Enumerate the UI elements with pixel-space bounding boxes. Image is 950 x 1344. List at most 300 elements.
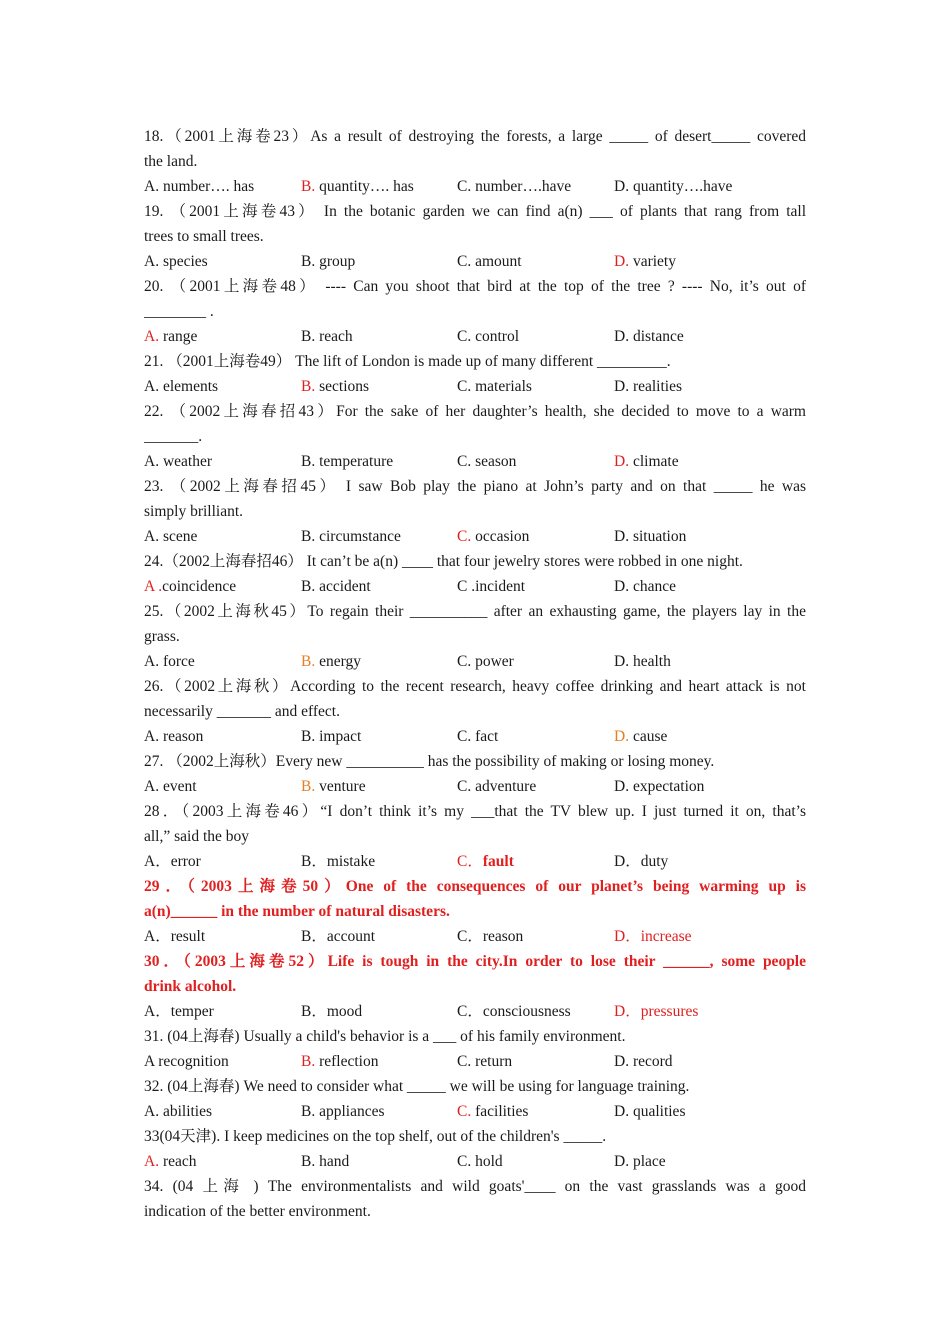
option-key: A	[144, 328, 156, 345]
option-b	[301, 724, 361, 749]
option-a	[144, 649, 195, 674]
option-key: A	[144, 653, 156, 670]
option-separator: .	[311, 653, 320, 670]
question-stem-continuation: drink alcohol.	[144, 978, 237, 995]
option-key: A	[144, 778, 156, 795]
option-text: climate	[632, 453, 679, 470]
option-d	[614, 924, 692, 949]
option-separator: ．	[311, 928, 327, 945]
option-text: account	[326, 928, 376, 945]
option-separator: .	[625, 653, 633, 670]
option-b	[301, 374, 369, 399]
option-b	[301, 524, 401, 549]
option-text: temperature	[319, 453, 394, 470]
option-separator: .	[625, 328, 633, 345]
option-c	[457, 649, 514, 674]
option-key: B	[301, 1053, 312, 1070]
option-text: pressures	[640, 1003, 699, 1020]
option-d	[614, 774, 704, 799]
option-c	[457, 374, 532, 399]
option-separator: .	[625, 778, 633, 795]
question-stem: 20. （2001上海卷48） ---- Can you shoot that bird at the top of the tree ? ---- No, it’s out of	[144, 278, 806, 295]
option-key: C	[457, 1103, 468, 1120]
option-text: reach	[319, 328, 353, 345]
question-stem-continuation: a(n)______ in the number of natural disasters.	[144, 903, 450, 920]
question-stem: 33(04天津). I keep medicines on the top shelf, out of the children's _____.	[144, 1128, 607, 1145]
option-text: error	[170, 853, 201, 870]
option-key: C	[457, 1153, 468, 1170]
option-separator: .	[155, 253, 163, 270]
option-text: occasion	[475, 528, 530, 545]
option-d	[614, 174, 732, 199]
option-text: reason	[162, 728, 204, 745]
question-stem-continuation: _______.	[144, 428, 203, 445]
option-key: D	[614, 1103, 626, 1120]
option-b	[301, 324, 353, 349]
option-key: D	[614, 728, 626, 745]
option-key: B	[301, 378, 312, 395]
option-separator: .	[311, 1103, 320, 1120]
option-separator: .	[155, 728, 163, 745]
options-row	[144, 249, 806, 274]
option-text: number…. has	[162, 178, 255, 195]
option-b	[301, 1149, 349, 1174]
option-separator: .	[467, 328, 476, 345]
option-text: variety	[632, 253, 676, 270]
option-text: appliances	[319, 1103, 385, 1120]
option-text: control	[475, 328, 519, 345]
option-key: C	[457, 653, 468, 670]
option-text: consciousness	[482, 1003, 571, 1020]
option-key: B	[301, 1003, 312, 1020]
option-separator: .	[155, 528, 163, 545]
option-separator: .	[467, 528, 476, 545]
option-text: season	[475, 453, 517, 470]
question-stem-continuation: all,” said the boy	[144, 828, 250, 845]
question-stem-continuation: trees to small trees.	[144, 228, 264, 245]
option-text: hand	[319, 1153, 350, 1170]
option-text: force	[162, 653, 195, 670]
option-key: C	[457, 378, 468, 395]
option-key: B	[301, 528, 312, 545]
option-d	[614, 574, 676, 599]
question-stem: 27. （2002上海秋）Every new __________ has the possibility of making or losing money.	[144, 753, 715, 770]
option-text: situation	[632, 528, 687, 545]
option-key: D	[614, 578, 626, 595]
option-separator: .	[467, 653, 476, 670]
option-a	[144, 574, 236, 599]
question-stem: 18.（2001上海卷23）As a result of destroying the forests, a large _____ of desert_____ covered	[144, 128, 806, 145]
option-text: increase	[640, 928, 692, 945]
question-stem: 34. (04 上海 ) The environmentalists and wild goats'____ on the vast grasslands was a good	[144, 1178, 806, 1195]
option-key: A	[144, 578, 155, 595]
options-row	[144, 849, 806, 874]
option-key: D	[614, 853, 626, 870]
question-stem: 24.（2002上海春招46） It can’t be a(n) ____ that four jewelry stores were robbed in one night.	[144, 553, 743, 570]
option-separator: .	[467, 1153, 476, 1170]
options-row	[144, 774, 806, 799]
option-key: B	[301, 1103, 312, 1120]
option-b	[301, 574, 371, 599]
options-row	[144, 924, 806, 949]
option-d	[614, 999, 698, 1024]
option-a	[144, 999, 214, 1024]
question-stem: 25.（2002上海秋45）To regain their __________ after an exhausting game, the players lay in the	[144, 603, 806, 620]
option-text: hold	[475, 1153, 503, 1170]
options-row	[144, 999, 806, 1024]
question-list	[144, 124, 806, 1224]
option-text: qualities	[632, 1103, 686, 1120]
option-separator: ．	[311, 1003, 327, 1020]
option-c	[457, 324, 519, 349]
question-stem: 29．（2003上海卷50）One of the consequences of our planet’s being warming up is	[144, 878, 806, 895]
option-text: amount	[475, 253, 522, 270]
option-text: species	[162, 253, 208, 270]
option-c	[457, 449, 516, 474]
option-d	[614, 724, 667, 749]
option-d	[614, 374, 682, 399]
option-text: event	[162, 778, 197, 795]
option-separator: ．	[155, 928, 171, 945]
option-text: materials	[475, 378, 532, 395]
option-text: fault	[482, 853, 514, 870]
option-c	[457, 1149, 503, 1174]
option-separator: .	[311, 578, 320, 595]
option-text: elements	[162, 378, 219, 395]
option-b	[301, 924, 375, 949]
option-key: B	[301, 653, 312, 670]
option-separator: .	[311, 1153, 320, 1170]
option-c	[457, 249, 522, 274]
option-text: range	[162, 328, 198, 345]
option-text: record	[632, 1053, 673, 1070]
option-d	[614, 1149, 666, 1174]
option-b	[301, 174, 414, 199]
option-c	[457, 524, 529, 549]
option-text: sections	[319, 378, 370, 395]
option-key: D	[614, 453, 626, 470]
option-key: A	[144, 253, 156, 270]
options-row	[144, 374, 806, 399]
question-stem: 26.（2002上海秋）According to the recent research, heavy coffee drinking and heart attack is not	[144, 678, 806, 695]
option-separator: .	[155, 778, 163, 795]
question-stem: 32. (04上海春) We need to consider what _____ we will be using for language training.	[144, 1078, 690, 1095]
option-separator: .	[154, 578, 163, 595]
option-key: B	[301, 728, 312, 745]
option-text: reflection	[319, 1053, 379, 1070]
option-text: venture	[319, 778, 366, 795]
option-key: D	[614, 1053, 626, 1070]
option-key: B	[301, 178, 312, 195]
option-separator: ．	[311, 853, 327, 870]
option-key: C	[457, 528, 468, 545]
option-key: B	[301, 778, 312, 795]
option-separator: .	[311, 178, 320, 195]
option-separator: .	[311, 453, 320, 470]
option-text: distance	[632, 328, 684, 345]
option-text: coincidence	[162, 578, 237, 595]
option-key: A	[144, 1053, 155, 1070]
question-stem-continuation: the land.	[144, 153, 198, 170]
option-separator: .	[625, 728, 633, 745]
option-separator: .	[311, 378, 320, 395]
option-key: D	[614, 1153, 626, 1170]
option-separator: .	[155, 1153, 163, 1170]
option-key: D	[614, 653, 626, 670]
option-a	[144, 724, 203, 749]
option-d	[614, 1099, 685, 1124]
option-key: D	[614, 328, 626, 345]
question-stem-continuation: simply brilliant.	[144, 503, 244, 520]
option-c	[457, 1049, 512, 1074]
option-text: result	[170, 928, 206, 945]
option-key: A	[144, 728, 156, 745]
option-separator: .	[625, 253, 633, 270]
option-d	[614, 249, 676, 274]
option-separator: .	[467, 1103, 476, 1120]
option-a	[144, 1099, 212, 1124]
option-separator: .	[625, 578, 633, 595]
option-key: C	[457, 928, 468, 945]
option-separator: .	[155, 328, 163, 345]
option-c	[457, 574, 525, 599]
options-row	[144, 1049, 806, 1074]
option-c	[457, 924, 523, 949]
option-text: fact	[475, 728, 499, 745]
option-separator: .	[467, 378, 476, 395]
option-a	[144, 924, 205, 949]
option-a	[144, 449, 212, 474]
option-separator: .	[467, 778, 476, 795]
question-stem: 23. （2002上海春招45） I saw Bob play the piano at John’s party and on that _____ he was	[144, 478, 806, 495]
option-key: C	[457, 1053, 468, 1070]
option-separator: .	[625, 528, 633, 545]
option-key: C	[457, 1003, 468, 1020]
option-key: D	[614, 378, 626, 395]
option-separator: ．	[625, 928, 641, 945]
option-separator: .	[625, 1103, 633, 1120]
option-key: A	[144, 853, 156, 870]
options-row	[144, 574, 806, 599]
option-text: reach	[162, 1153, 197, 1170]
option-text: place	[632, 1153, 666, 1170]
option-c	[457, 174, 571, 199]
option-key: A	[144, 528, 156, 545]
option-separator: .	[467, 728, 476, 745]
option-key: B	[301, 1153, 312, 1170]
option-separator: .	[625, 1153, 633, 1170]
option-key: B	[301, 853, 312, 870]
option-key: D	[614, 778, 626, 795]
option-text: quantity….have	[632, 178, 733, 195]
option-key: A	[144, 928, 156, 945]
option-text: number….have	[475, 178, 572, 195]
option-key: D	[614, 1003, 626, 1020]
option-text: cause	[632, 728, 668, 745]
option-key: C	[457, 853, 468, 870]
option-separator: ．	[467, 1003, 483, 1020]
question-stem-continuation: indication of the better environment.	[144, 1203, 371, 1220]
options-row	[144, 449, 806, 474]
option-separator: .	[155, 178, 163, 195]
option-separator: .	[311, 253, 320, 270]
option-d	[614, 524, 686, 549]
option-text: scene	[162, 528, 198, 545]
option-separator: ．	[155, 853, 171, 870]
option-separator: .	[625, 378, 633, 395]
question-stem: 30．（2003上海卷52）Life is tough in the city.In order to lose their ______, some people	[144, 953, 806, 970]
option-b	[301, 849, 375, 874]
question-stem: 21. （2001上海卷49） The lift of London is made up of many different _________.	[144, 353, 671, 370]
option-d	[614, 449, 679, 474]
option-b	[301, 1049, 378, 1074]
option-text: impact	[319, 728, 362, 745]
option-separator: .	[467, 178, 476, 195]
option-key: C	[457, 178, 468, 195]
option-key: A	[144, 453, 156, 470]
option-text: group	[319, 253, 356, 270]
question-stem-continuation: grass.	[144, 628, 180, 645]
option-text: health	[632, 653, 671, 670]
question-stem: 28．（2003上海卷46）“I don’t think it’s my ___that the TV blew up. I just turned it on, that’s	[144, 803, 806, 820]
option-text: abilities	[162, 1103, 213, 1120]
question-stem-continuation: necessarily _______ and effect.	[144, 703, 340, 720]
option-text: return	[475, 1053, 513, 1070]
option-separator: .	[467, 253, 476, 270]
option-separator: ．	[625, 853, 641, 870]
option-key: B	[301, 253, 312, 270]
option-a	[144, 1149, 197, 1174]
option-b	[301, 774, 366, 799]
option-text: power	[475, 653, 514, 670]
option-a	[144, 524, 197, 549]
option-separator: .	[311, 328, 320, 345]
option-a	[144, 849, 201, 874]
option-separator: ．	[467, 928, 483, 945]
option-separator: .	[467, 453, 476, 470]
option-key: C	[457, 728, 468, 745]
option-separator: ．	[467, 853, 483, 870]
option-key: A	[144, 1003, 156, 1020]
option-b	[301, 999, 362, 1024]
option-text: quantity…. has	[319, 178, 414, 195]
option-text: mood	[326, 1003, 363, 1020]
option-key: B	[301, 578, 312, 595]
option-text: realities	[632, 378, 683, 395]
option-c	[457, 1099, 528, 1124]
option-key: A	[144, 178, 156, 195]
option-a	[144, 249, 208, 274]
option-text: accident	[319, 578, 371, 595]
option-key: B	[301, 328, 312, 345]
question-stem: 31. (04上海春) Usually a child's behavior is a ___ of his family environment.	[144, 1028, 626, 1045]
option-separator: .	[311, 1053, 320, 1070]
option-text: adventure	[475, 778, 537, 795]
option-key: C	[457, 578, 468, 595]
option-key: D	[614, 928, 626, 945]
option-separator: .	[155, 653, 163, 670]
option-key: C	[457, 778, 468, 795]
question-stem: 22. （2002上海春招43）For the sake of her daughter’s health, she decided to move to a warm	[144, 403, 806, 420]
question-stem-continuation: ________ .	[144, 303, 214, 320]
option-key: A	[144, 378, 156, 395]
option-key: A	[144, 1103, 156, 1120]
option-d	[614, 649, 671, 674]
option-a	[144, 174, 254, 199]
option-b	[301, 249, 355, 274]
option-text: weather	[162, 453, 213, 470]
option-key: A	[144, 1153, 156, 1170]
option-text: duty	[640, 853, 669, 870]
option-c	[457, 774, 536, 799]
option-text: chance	[632, 578, 676, 595]
option-text: mistake	[326, 853, 376, 870]
option-key: C	[457, 253, 468, 270]
option-separator: ．	[625, 1003, 641, 1020]
option-text: reason	[482, 928, 524, 945]
option-separator: .	[467, 1053, 476, 1070]
option-separator: .	[311, 728, 320, 745]
options-row	[144, 1099, 806, 1124]
option-separator: .	[625, 1053, 633, 1070]
option-separator: .	[311, 528, 320, 545]
options-row	[144, 724, 806, 749]
option-a	[144, 324, 197, 349]
option-d	[614, 1049, 673, 1074]
option-key: D	[614, 253, 626, 270]
option-separator: .	[155, 453, 163, 470]
options-row	[144, 1149, 806, 1174]
option-b	[301, 1099, 385, 1124]
option-b	[301, 649, 361, 674]
option-separator: .	[155, 1103, 163, 1120]
options-row	[144, 174, 806, 199]
option-d	[614, 849, 668, 874]
option-text: circumstance	[319, 528, 401, 545]
options-row	[144, 524, 806, 549]
option-key: D	[614, 178, 626, 195]
option-key: C	[457, 453, 468, 470]
option-separator: ．	[155, 1003, 171, 1020]
option-b	[301, 449, 393, 474]
option-a	[144, 774, 197, 799]
option-separator: .	[155, 378, 163, 395]
option-key: D	[614, 528, 626, 545]
option-separator: .	[467, 578, 476, 595]
option-text: facilities	[475, 1103, 529, 1120]
option-text: temper	[170, 1003, 214, 1020]
option-text: incident	[475, 578, 526, 595]
options-row	[144, 324, 806, 349]
option-a	[144, 1049, 229, 1074]
option-c	[457, 999, 571, 1024]
option-separator: .	[625, 453, 633, 470]
option-text: energy	[319, 653, 361, 670]
question-stem: 19. （2001上海卷43） In the botanic garden we can find a(n) ___ of plants that rang from tall	[144, 203, 806, 220]
option-c	[457, 849, 514, 874]
option-c	[457, 724, 498, 749]
option-key: B	[301, 453, 312, 470]
option-a	[144, 374, 218, 399]
option-key: C	[457, 328, 468, 345]
option-separator: .	[311, 778, 320, 795]
options-row	[144, 649, 806, 674]
option-separator: .	[625, 178, 633, 195]
option-text: expectation	[632, 778, 705, 795]
option-d	[614, 324, 684, 349]
option-text: recognition	[158, 1053, 229, 1070]
option-key: B	[301, 928, 312, 945]
